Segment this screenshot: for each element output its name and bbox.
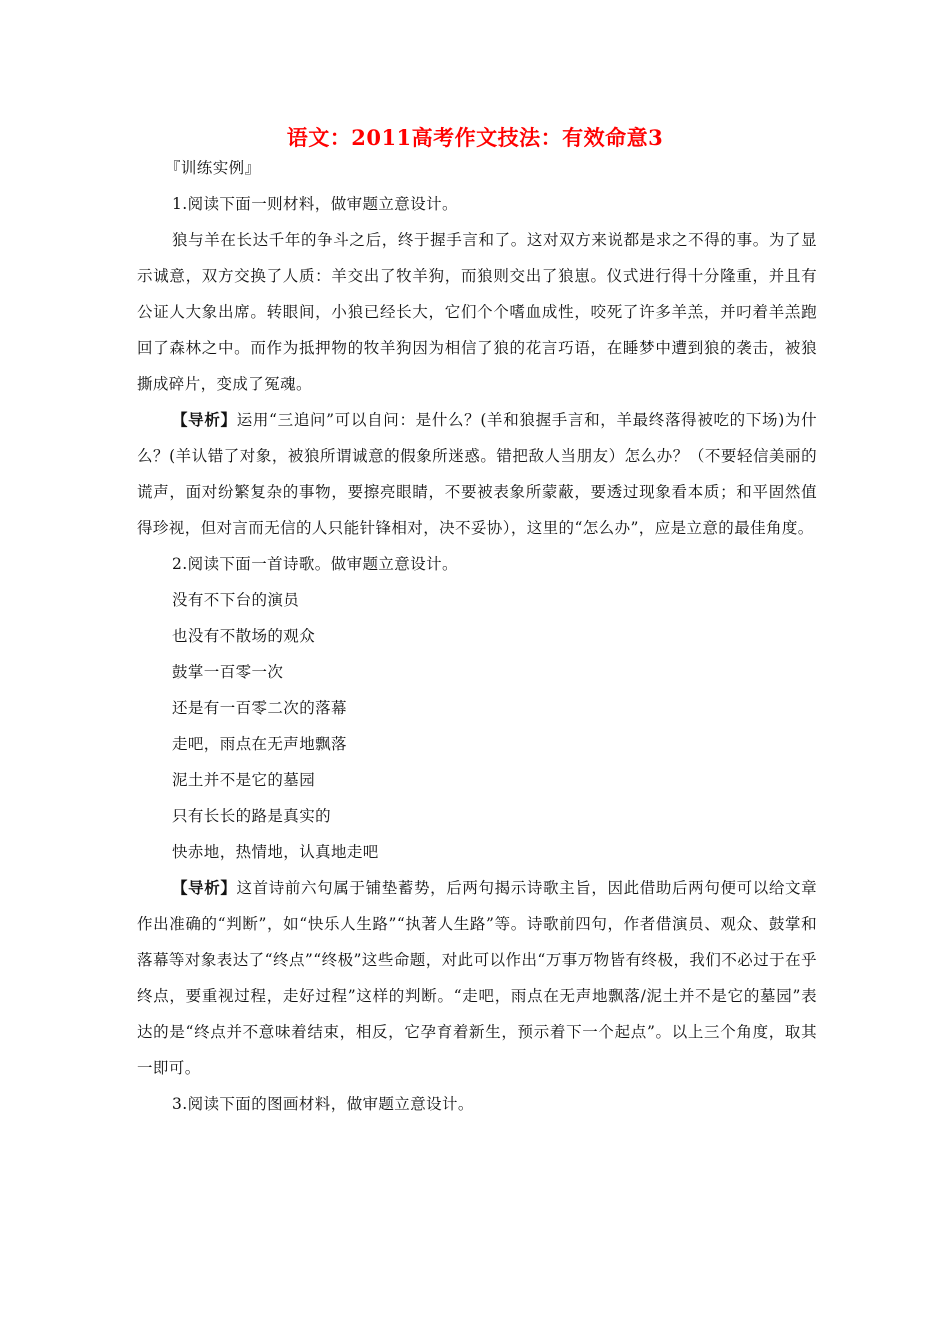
question-3-prompt: 3.阅读下面的图画材料，做审题立意设计。 bbox=[172, 1095, 474, 1113]
poem-line: 没有不下台的演员 bbox=[172, 591, 300, 609]
question-2-analysis bbox=[137, 870, 817, 1086]
poem-line: 只有长长的路是真实的 bbox=[172, 807, 332, 825]
section-label: 『训练实例』 bbox=[165, 159, 261, 177]
question-2-prompt: 2.阅读下面一首诗歌。做审题立意设计。 bbox=[172, 555, 458, 573]
question-1-analysis bbox=[137, 402, 817, 546]
page-title: 语文：2011高考作文技法：有效命意3 bbox=[286, 125, 664, 150]
poem-line: 鼓掌一百零一次 bbox=[172, 663, 284, 681]
analysis-text: 这首诗前六句属于铺垫蓄势，后两句揭示诗歌主旨，因此借助后两句便可以给文章作出准确的“判断”，如“快乐人生路”“执著人生路”等。诗歌前四句，作者借演员、观众、鼓掌和落幕等对象表达了“终点”“终极”这些命题，对此可以作出“万事万物皆有终极，我们不必过于在乎终点，要重视过程，走好过程”这样的判断。“走吧，雨点在无声地飘落/泥土并不是它的墓园”表达的是“终点并不意味着结束，相反，它孕育着新生，预示着下一个起点”。以上三个角度，取其一即可。 bbox=[137, 879, 817, 1077]
poem bbox=[137, 582, 817, 870]
poem-line: 还是有一百零二次的落幕 bbox=[172, 699, 347, 717]
question-1-prompt: 1.阅读下面一则材料，做审题立意设计。 bbox=[172, 195, 458, 213]
analysis-tag: 【导析】 bbox=[172, 878, 237, 897]
analysis-text: 运用“三追问”可以自问：是什么？(羊和狼握手言和，羊最终落得被吃的下场)为什么？(羊认错了对象，被狼所谓诚意的假象所迷惑。错把敌人当朋友）怎么办？（不要轻信美丽的谎声，面对纷繁复杂的事物，要擦亮眼睛，不要被表象所蒙蔽，要透过现象看本质；和平固然值得珍视，但对言而无信的人只能针锋相对，决不妥协），这里的“怎么办”，应是立意的最佳角度。 bbox=[137, 411, 817, 537]
poem-line: 泥土并不是它的墓园 bbox=[172, 771, 316, 789]
poem-line: 走吧，雨点在无声地飘落 bbox=[172, 735, 347, 753]
poem-line: 也没有不散场的观众 bbox=[172, 627, 316, 645]
question-1-material: 狼与羊在长达千年的争斗之后，终于握手言和了。这对双方来说都是求之不得的事。为了显示诚意，双方交换了人质：羊交出了牧羊狗，而狼则交出了狼崽。仪式进行得十分隆重，并且有公证人大象出席。转眼间，小狼已经长大，它们个个嗜血成性，咬死了许多羊羔，并叼着羊羔跑回了森林之中。而作为抵押物的牧羊狗因为相信了狼的花言巧语，在睡梦中遭到狼的袭击，被狼撕成碎片，变成了冤魂。 bbox=[137, 231, 817, 393]
document-body bbox=[137, 150, 817, 1122]
poem-line: 快赤地，热情地，认真地走吧 bbox=[172, 843, 379, 861]
analysis-tag: 【导析】 bbox=[172, 410, 237, 429]
